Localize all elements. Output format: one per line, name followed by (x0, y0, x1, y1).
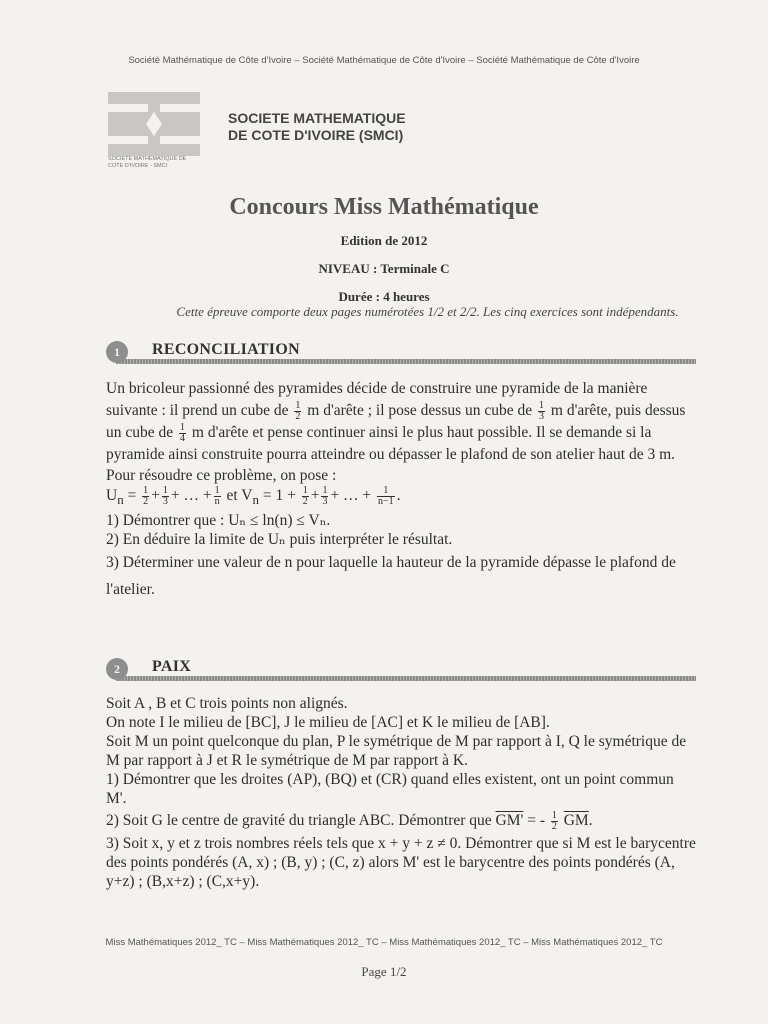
logo-emblem (108, 92, 200, 156)
text-span: . (588, 812, 593, 829)
fraction-half: $\frac{1}{2}$ (551, 809, 557, 832)
duration: Durée : 4 heures (338, 289, 430, 304)
question-1: 1) Démontrer que : Uₙ ≤ ln(n) ≤ Vₙ. (106, 512, 331, 530)
text-span: = - (523, 812, 549, 829)
edition: Edition de 2012 (340, 233, 428, 248)
exercise-1-setup: Pour résoudre ce problème, on pose : (106, 467, 337, 484)
section-rule (116, 359, 696, 364)
org-line-2: DE COTE D'IVOIRE (SMCI) (228, 127, 404, 143)
exercise-2-body (106, 694, 698, 891)
exercise-2-question-3: 3) Soit x, y et z trois nombres réels tels que x + y + z ≠ 0. Démontrer que si M est le barycentre des points pondérés (A, x) ; (B, y) ; (C, z) alors M' est le barycentre des points pondérés (A, y+z) ; (B,x+z) ; (C,x+y). (106, 835, 696, 890)
vector-gm-prime: GM' (495, 812, 524, 829)
page-number: Page 1/2 (361, 964, 407, 979)
running-header: Société Mathématique de Côte d'Ivoire – Société Mathématique de Côte d'Ivoire – Société Mathématique de Côte d'Ivoire (128, 55, 640, 66)
question-3: 3) Déterminer une valeur de n pour laquelle la hauteur de la pyramide dépasse le plafond de l'atelier. (106, 554, 676, 599)
exercise-number-badge: 2 (106, 658, 128, 680)
text-span: m d'arête ; il pose dessus un cube de (303, 402, 537, 419)
exercise-2-header (106, 658, 696, 680)
exam-note: Cette épreuve comporte deux pages numérotées 1/2 et 2/2. Les cinq exercices sont indépendants. (176, 304, 679, 319)
text-span: Un bricoleur passionné des pyramides décide de construire une pyramide de la manière suivante : il prend un cube de (106, 380, 648, 419)
page-title: Concours Miss Mathématique (229, 194, 539, 220)
running-footer: Miss Mathématiques 2012_ TC – Miss Mathématiques 2012_ TC – Miss Mathématiques 2012_ TC – Miss Mathématiques 2012_ TC (105, 937, 663, 948)
exercise-1-body (106, 378, 698, 603)
text-span: 2) Soit G le centre de gravité du triangle ABC. Démontrer que (106, 812, 496, 829)
fraction-quarter: $\frac{1}{4}$ (180, 421, 186, 444)
exercise-title: RECONCILIATION (152, 341, 300, 358)
exercise-2-line: On note I le milieu de [BC], J le milieu de [AC] et K le milieu de [AB]. (106, 714, 550, 731)
exercise-number-badge: 1 (106, 341, 128, 363)
exercise-2-question-1: 1) Démontrer que les droites (AP), (BQ) et (CR) quand elles existent, ont un point commun M'. (106, 771, 674, 807)
sequence-definition: $U_n$ = $\frac{1}{2}$ + $\frac{1}{3}$ + … + $\frac{1}{n}$ et $V_n = 1$ + $\frac{1}{2}$ + $\frac{1}{3}$ + … + $\frac{1}{n-1}$ . (106, 484, 401, 508)
exercise-1-header (106, 341, 696, 363)
exercise-title: PAIX (152, 658, 192, 675)
exercise-2-line: Soit M un point quelconque du plan, P le symétrique de M par rapport à I, Q le symétrique de M par rapport à J et R le symétrique de M par rapport à K. (106, 733, 687, 769)
organization-name (228, 110, 406, 144)
exercise-1-paragraph (106, 378, 698, 466)
org-line-1: SOCIETE MATHEMATIQUE (228, 110, 406, 126)
smci-logo (108, 92, 200, 176)
text-span: m d'arête, puis dessus un cube de (106, 402, 686, 441)
level: NIVEAU : Terminale C (318, 261, 450, 276)
fraction-half: $\frac{1}{2}$ (295, 399, 301, 422)
section-rule (116, 676, 696, 681)
fraction-third: $\frac{1}{3}$ (539, 399, 545, 422)
question-2: 2) En déduire la limite de Uₙ puis interpréter le résultat. (106, 531, 453, 549)
exercise-2-question-2 (106, 808, 698, 834)
text-span: m d'arête et pense continuer ainsi le plus haut possible. Il se demande si la pyramide ainsi construite pourra atteindre ou dépasser le plafond de son atelier haut de 3 m. (106, 424, 676, 463)
vector-gm: $\overline{GM}$ (563, 812, 589, 829)
logo-caption: SOCIETE MATHEMATIQUE DE COTE D'IVOIRE - SMCI (108, 156, 187, 169)
exercise-2-line: Soit A , B et C trois points non alignés. (106, 695, 348, 712)
